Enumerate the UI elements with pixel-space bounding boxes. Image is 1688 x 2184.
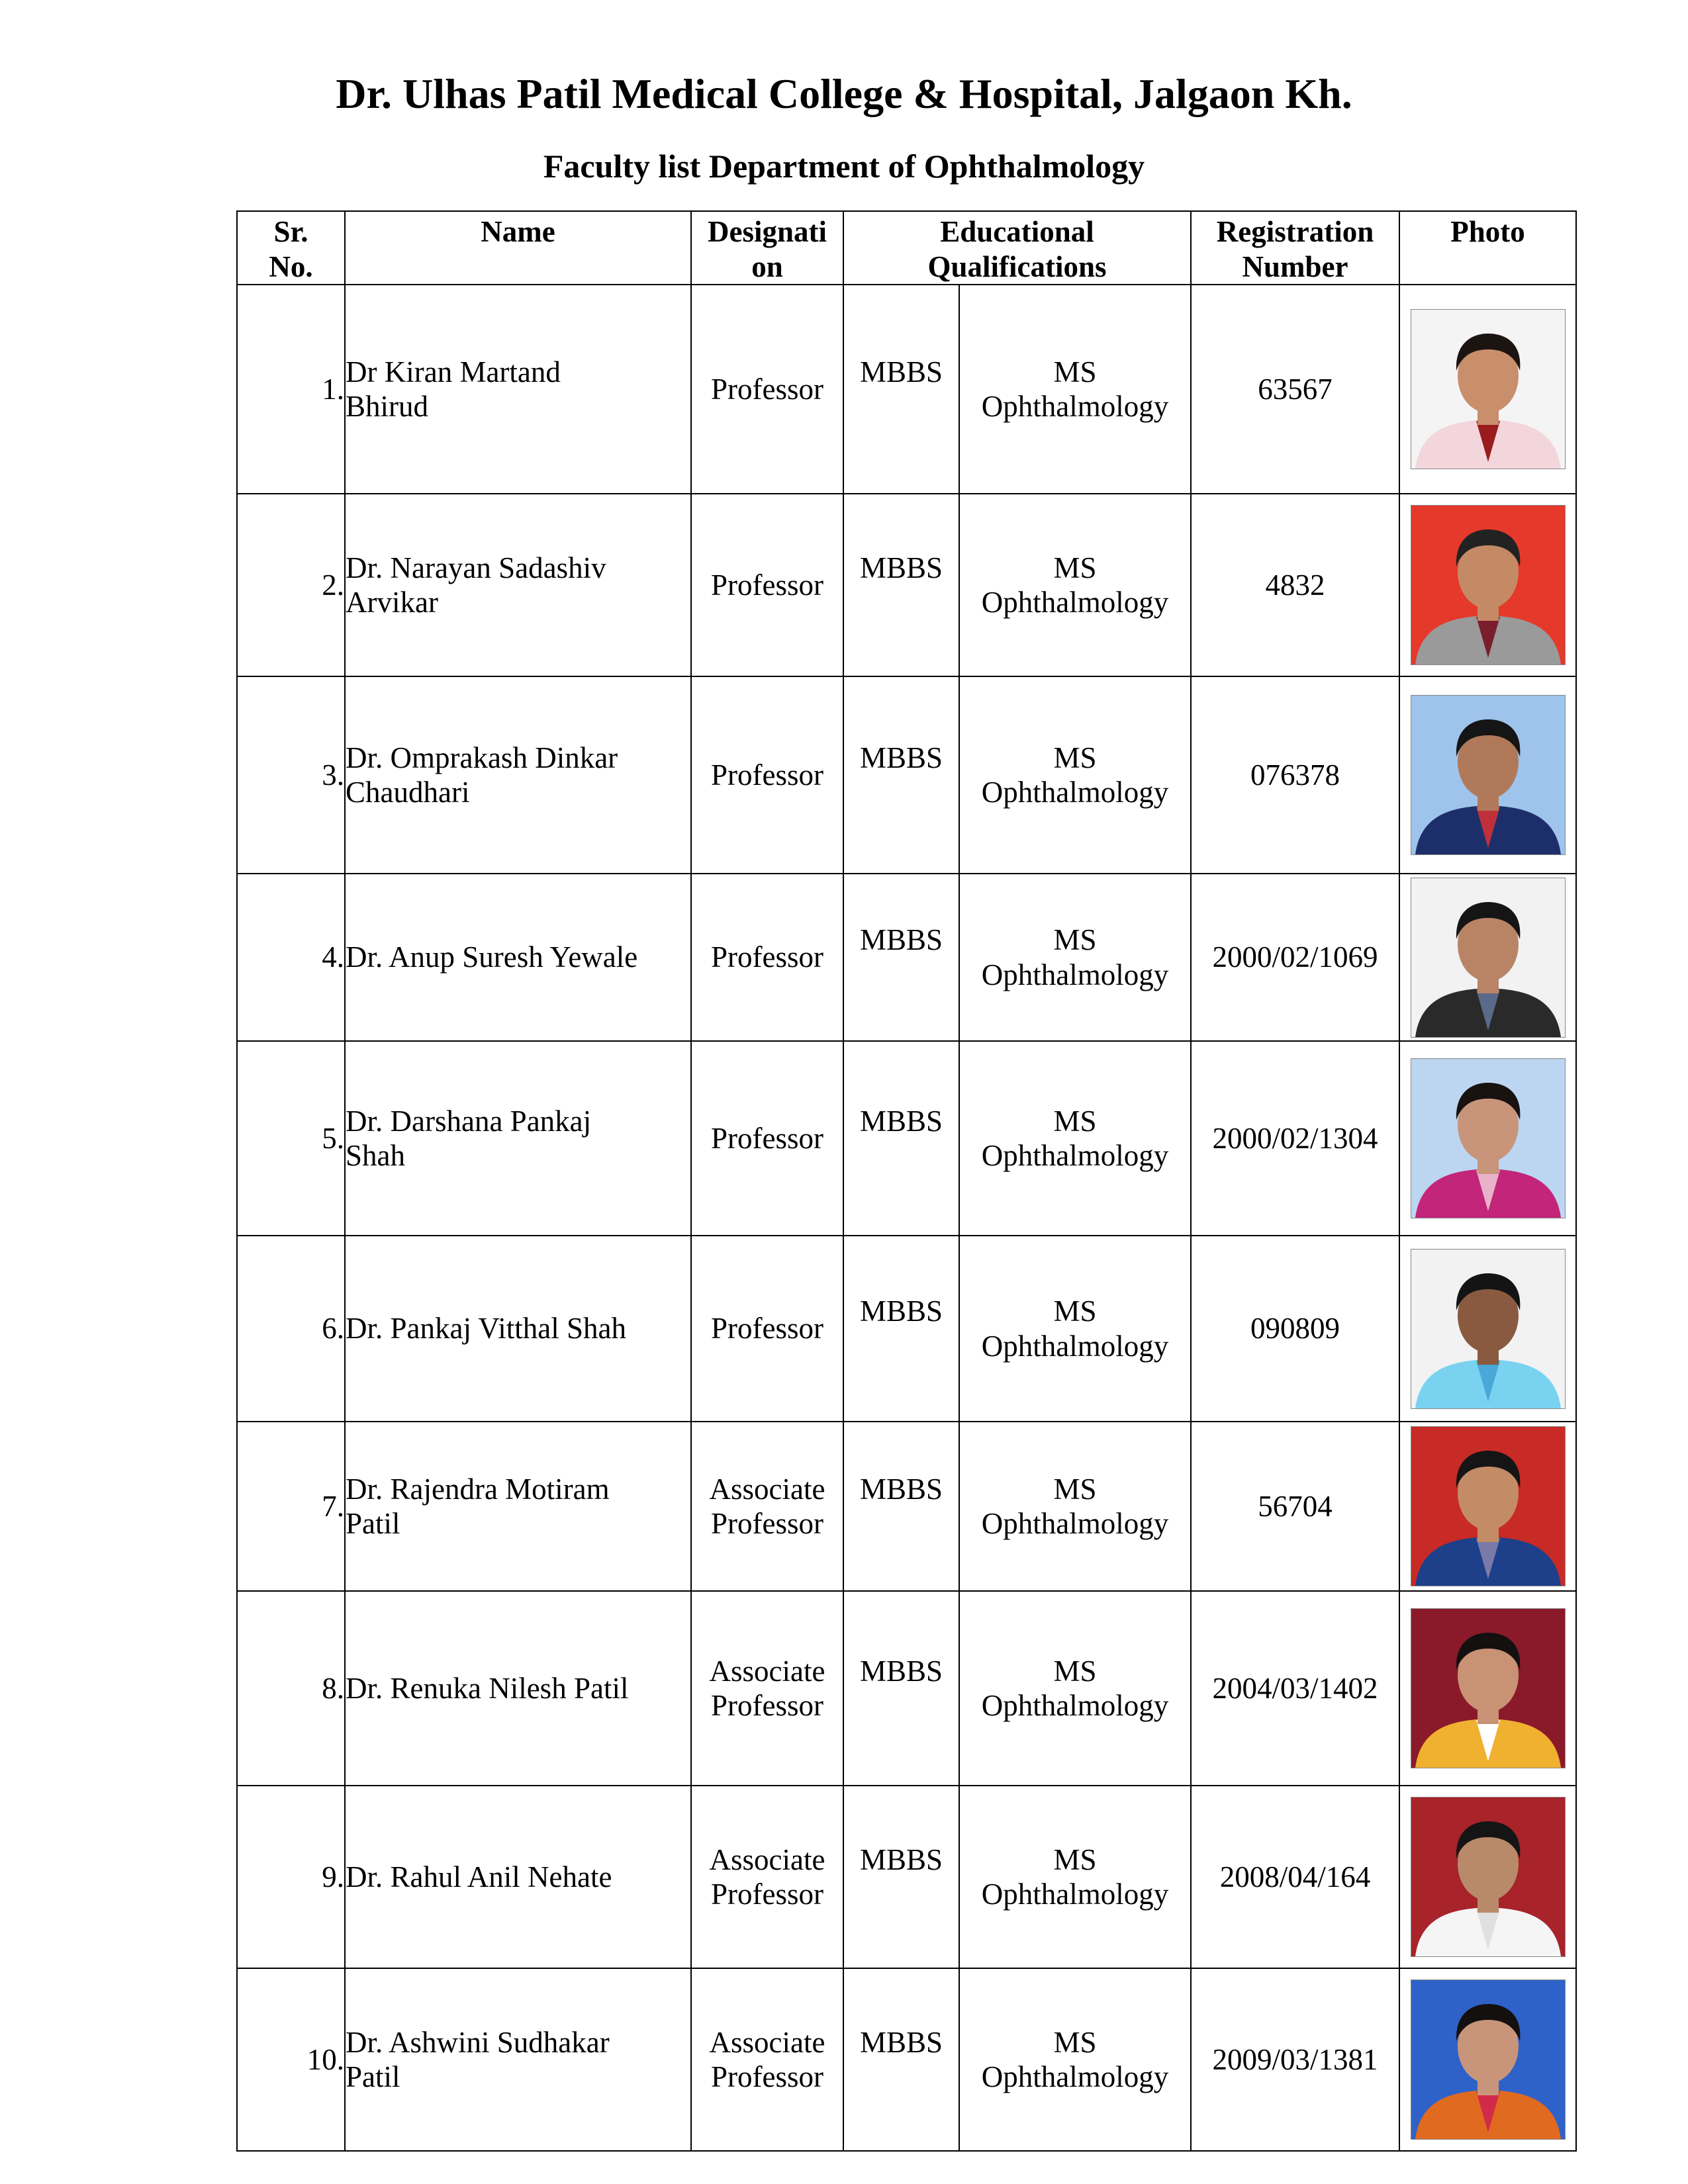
serial-number-cell bbox=[237, 1041, 345, 1236]
registration-number: 076378 bbox=[1250, 758, 1340, 792]
faculty-photo bbox=[1411, 505, 1566, 665]
qualification-ms: MS bbox=[1053, 1843, 1097, 1876]
registration-number-cell bbox=[1191, 1786, 1399, 1968]
qualification-ms-cell bbox=[959, 1041, 1191, 1236]
faculty-photo bbox=[1411, 1426, 1566, 1586]
col-header-designation-line2: on bbox=[751, 250, 783, 283]
table-header bbox=[237, 211, 1576, 285]
qualification-specialty: Ophthalmology bbox=[981, 1139, 1169, 1173]
photo-cell bbox=[1399, 285, 1576, 494]
page-title: Dr. Ulhas Patil Medical College & Hospital, Jalgaon Kh. bbox=[336, 70, 1352, 117]
registration-number-cell bbox=[1191, 1041, 1399, 1236]
photo-cell bbox=[1399, 1786, 1576, 1968]
faculty-photo bbox=[1411, 1979, 1566, 2140]
qualification-ms-cell bbox=[959, 285, 1191, 494]
faculty-name-line1: Dr. Ashwini Sudhakar bbox=[346, 2025, 610, 2059]
photo-cell bbox=[1399, 1968, 1576, 2151]
photo-cell bbox=[1399, 494, 1576, 676]
faculty-photo bbox=[1411, 878, 1566, 1038]
designation-cell bbox=[691, 1591, 843, 1786]
qualification-specialty: Ophthalmology bbox=[981, 390, 1169, 424]
col-header-photo-text: Photo bbox=[1450, 215, 1525, 248]
registration-number-cell bbox=[1191, 874, 1399, 1041]
photo-cell bbox=[1399, 1422, 1576, 1591]
faculty-name-line2: Bhirud bbox=[346, 390, 429, 424]
faculty-name-cell bbox=[345, 1968, 691, 2151]
qualification-ms-cell bbox=[959, 1236, 1191, 1422]
faculty-name-cell bbox=[345, 1041, 691, 1236]
faculty-name-cell bbox=[345, 1422, 691, 1591]
col-header-registration-line2: Number bbox=[1242, 250, 1348, 283]
table-row bbox=[237, 1786, 1576, 1968]
designation-cell bbox=[691, 1968, 843, 2151]
faculty-name-line1: Dr. Renuka Nilesh Patil bbox=[346, 1671, 629, 1705]
qualification-mbbs-cell bbox=[843, 1968, 959, 2151]
serial-number-cell bbox=[237, 1422, 345, 1591]
qualification-ms: MS bbox=[1053, 1104, 1097, 1138]
designation-cell bbox=[691, 1236, 843, 1422]
serial-number: 8. bbox=[322, 1671, 344, 1705]
qualification-mbbs: MBBS bbox=[859, 1295, 943, 1328]
serial-number: 10. bbox=[306, 2042, 344, 2076]
serial-number: 1. bbox=[322, 372, 344, 406]
serial-number-cell bbox=[237, 1591, 345, 1786]
designation-line2: Professor bbox=[711, 2060, 823, 2094]
portrait-image bbox=[1411, 506, 1565, 664]
designation-line2: Professor bbox=[711, 1878, 823, 1911]
serial-number: 6. bbox=[322, 1312, 344, 1345]
qualification-ms: MS bbox=[1053, 923, 1097, 957]
registration-number: 2000/02/1069 bbox=[1212, 940, 1378, 974]
faculty-photo bbox=[1411, 309, 1566, 469]
faculty-photo bbox=[1411, 695, 1566, 855]
registration-number: 2009/03/1381 bbox=[1212, 2042, 1378, 2076]
qualification-ms: MS bbox=[1053, 551, 1097, 584]
photo-cell bbox=[1399, 1591, 1576, 1786]
faculty-name-line2: Arvikar bbox=[346, 586, 438, 619]
faculty-photo bbox=[1411, 1608, 1566, 1768]
designation-cell bbox=[691, 285, 843, 494]
serial-number: 7. bbox=[322, 1489, 344, 1523]
faculty-name-line1: Dr. Narayan Sadashiv bbox=[346, 551, 606, 584]
designation-cell bbox=[691, 1041, 843, 1236]
qualification-specialty: Ophthalmology bbox=[981, 2060, 1169, 2094]
serial-number-cell bbox=[237, 1236, 345, 1422]
qualification-mbbs-cell bbox=[843, 1786, 959, 1968]
serial-number: 9. bbox=[322, 1860, 344, 1893]
portrait-image bbox=[1411, 1427, 1565, 1586]
qualification-mbbs-cell bbox=[843, 676, 959, 874]
designation-cell bbox=[691, 1786, 843, 1968]
faculty-name-line2: Chaudhari bbox=[346, 776, 470, 809]
designation-line2: Professor bbox=[711, 1507, 823, 1541]
faculty-name-line1: Dr. Omprakash Dinkar bbox=[346, 741, 618, 774]
qualification-ms: MS bbox=[1053, 741, 1097, 774]
faculty-table bbox=[236, 210, 1577, 2152]
registration-number-cell bbox=[1191, 1422, 1399, 1591]
faculty-photo bbox=[1411, 1797, 1566, 1957]
col-header-qualifications-line2: Qualifications bbox=[927, 250, 1107, 283]
designation-line1: Associate bbox=[709, 2025, 825, 2059]
qualification-specialty: Ophthalmology bbox=[981, 1689, 1169, 1723]
faculty-name-line1: Dr. Darshana Pankaj bbox=[346, 1104, 592, 1138]
serial-number-cell bbox=[237, 494, 345, 676]
designation-line1: Professor bbox=[711, 568, 823, 602]
col-header-name-text: Name bbox=[481, 215, 555, 248]
faculty-name-cell bbox=[345, 1591, 691, 1786]
col-header-designation bbox=[691, 211, 843, 285]
qualification-ms-cell bbox=[959, 1422, 1191, 1591]
qualification-specialty: Ophthalmology bbox=[981, 1878, 1169, 1911]
designation-line1: Professor bbox=[711, 372, 823, 406]
col-header-registration bbox=[1191, 211, 1399, 285]
designation-line1: Professor bbox=[711, 758, 823, 792]
qualification-ms-cell bbox=[959, 874, 1191, 1041]
qualification-mbbs-cell bbox=[843, 1422, 959, 1591]
serial-number-cell bbox=[237, 1786, 345, 1968]
designation-line1: Associate bbox=[709, 1843, 825, 1876]
table-row bbox=[237, 285, 1576, 494]
col-header-designation-line1: Designati bbox=[708, 215, 827, 248]
qualification-mbbs: MBBS bbox=[859, 741, 943, 774]
qualification-ms-cell bbox=[959, 494, 1191, 676]
qualification-mbbs-cell bbox=[843, 1591, 959, 1786]
photo-cell bbox=[1399, 1236, 1576, 1422]
faculty-photo bbox=[1411, 1249, 1566, 1409]
faculty-name-line2: Patil bbox=[346, 2060, 400, 2094]
designation-line1: Associate bbox=[709, 1654, 825, 1688]
registration-number: 56704 bbox=[1258, 1489, 1333, 1523]
registration-number-cell bbox=[1191, 1236, 1399, 1422]
qualification-mbbs: MBBS bbox=[859, 1654, 943, 1688]
faculty-photo bbox=[1411, 1058, 1566, 1218]
portrait-image bbox=[1411, 1797, 1565, 1956]
qualification-ms: MS bbox=[1053, 355, 1097, 388]
col-header-sr-line2: No. bbox=[269, 250, 313, 283]
table-row bbox=[237, 1041, 1576, 1236]
qualification-ms-cell bbox=[959, 1591, 1191, 1786]
table-row bbox=[237, 676, 1576, 874]
table-row bbox=[237, 1236, 1576, 1422]
designation-line2: Professor bbox=[711, 1689, 823, 1723]
col-header-qualifications bbox=[843, 211, 1191, 285]
registration-number-cell bbox=[1191, 285, 1399, 494]
header-row bbox=[237, 211, 1576, 285]
qualification-specialty: Ophthalmology bbox=[981, 586, 1169, 619]
faculty-name-line1: Dr. Anup Suresh Yewale bbox=[346, 940, 638, 974]
faculty-name-line1: Dr. Pankaj Vitthal Shah bbox=[346, 1312, 626, 1345]
qualification-mbbs-cell bbox=[843, 1236, 959, 1422]
qualification-mbbs-cell bbox=[843, 874, 959, 1041]
qualification-ms-cell bbox=[959, 676, 1191, 874]
qualification-ms: MS bbox=[1053, 1654, 1097, 1688]
faculty-name-cell bbox=[345, 285, 691, 494]
col-header-sr bbox=[237, 211, 345, 285]
col-header-registration-line1: Registration bbox=[1216, 215, 1374, 248]
col-header-photo bbox=[1399, 211, 1576, 285]
serial-number-cell bbox=[237, 676, 345, 874]
qualification-mbbs: MBBS bbox=[859, 1472, 943, 1506]
portrait-image bbox=[1411, 878, 1565, 1037]
serial-number: 3. bbox=[322, 758, 344, 792]
serial-number-cell bbox=[237, 1968, 345, 2151]
faculty-name-cell bbox=[345, 874, 691, 1041]
faculty-name-line1: Dr. Rahul Anil Nehate bbox=[346, 1860, 612, 1893]
faculty-name-cell bbox=[345, 676, 691, 874]
designation-line1: Professor bbox=[711, 1312, 823, 1345]
qualification-mbbs-cell bbox=[843, 494, 959, 676]
qualification-ms: MS bbox=[1053, 2025, 1097, 2059]
registration-number: 63567 bbox=[1258, 372, 1333, 406]
registration-number-cell bbox=[1191, 676, 1399, 874]
serial-number: 2. bbox=[322, 568, 344, 602]
portrait-image bbox=[1411, 696, 1565, 854]
portrait-image bbox=[1411, 310, 1565, 469]
faculty-name-line1: Dr Kiran Martand bbox=[346, 355, 561, 388]
photo-cell bbox=[1399, 1041, 1576, 1236]
photo-cell bbox=[1399, 874, 1576, 1041]
col-header-qualifications-line1: Educational bbox=[940, 215, 1094, 248]
table-row bbox=[237, 494, 1576, 676]
qualification-mbbs: MBBS bbox=[859, 355, 943, 388]
faculty-name-line2: Patil bbox=[346, 1507, 400, 1541]
table-body bbox=[237, 285, 1576, 2151]
faculty-name-cell bbox=[345, 1786, 691, 1968]
faculty-name-line2: Shah bbox=[346, 1139, 405, 1173]
photo-cell bbox=[1399, 676, 1576, 874]
qualification-mbbs: MBBS bbox=[859, 2025, 943, 2059]
table-row bbox=[237, 1968, 1576, 2151]
qualification-ms-cell bbox=[959, 1968, 1191, 2151]
table-row bbox=[237, 1591, 1576, 1786]
serial-number: 4. bbox=[322, 940, 344, 974]
page-subtitle: Faculty list Department of Ophthalmology bbox=[543, 148, 1145, 185]
registration-number: 090809 bbox=[1250, 1312, 1340, 1345]
qualification-mbbs: MBBS bbox=[859, 923, 943, 957]
qualification-specialty: Ophthalmology bbox=[981, 1507, 1169, 1541]
designation-cell bbox=[691, 494, 843, 676]
serial-number-cell bbox=[237, 285, 345, 494]
qualification-specialty: Ophthalmology bbox=[981, 958, 1169, 991]
faculty-name-cell bbox=[345, 1236, 691, 1422]
registration-number-cell bbox=[1191, 494, 1399, 676]
table-row bbox=[237, 874, 1576, 1041]
table-row bbox=[237, 1422, 1576, 1591]
designation-line1: Professor bbox=[711, 1121, 823, 1155]
col-header-name bbox=[345, 211, 691, 285]
qualification-mbbs: MBBS bbox=[859, 1843, 943, 1876]
qualification-ms: MS bbox=[1053, 1472, 1097, 1506]
portrait-image bbox=[1411, 1059, 1565, 1218]
col-header-sr-line1: Sr. bbox=[273, 215, 308, 248]
qualification-specialty: Ophthalmology bbox=[981, 1329, 1169, 1363]
registration-number: 2008/04/164 bbox=[1219, 1860, 1371, 1893]
serial-number: 5. bbox=[322, 1121, 344, 1155]
qualification-ms: MS bbox=[1053, 1295, 1097, 1328]
qualification-mbbs: MBBS bbox=[859, 551, 943, 584]
designation-cell bbox=[691, 874, 843, 1041]
registration-number: 4832 bbox=[1265, 568, 1325, 602]
designation-line1: Associate bbox=[709, 1472, 825, 1506]
qualification-mbbs-cell bbox=[843, 285, 959, 494]
portrait-image bbox=[1411, 1609, 1565, 1768]
registration-number: 2000/02/1304 bbox=[1212, 1121, 1378, 1155]
portrait-image bbox=[1411, 1980, 1565, 2139]
registration-number-cell bbox=[1191, 1591, 1399, 1786]
faculty-name-cell bbox=[345, 494, 691, 676]
designation-line1: Professor bbox=[711, 940, 823, 974]
serial-number-cell bbox=[237, 874, 345, 1041]
qualification-mbbs-cell bbox=[843, 1041, 959, 1236]
portrait-image bbox=[1411, 1250, 1565, 1408]
designation-cell bbox=[691, 1422, 843, 1591]
qualification-ms-cell bbox=[959, 1786, 1191, 1968]
registration-number: 2004/03/1402 bbox=[1212, 1671, 1378, 1705]
qualification-mbbs: MBBS bbox=[859, 1104, 943, 1138]
designation-cell bbox=[691, 676, 843, 874]
faculty-name-line1: Dr. Rajendra Motiram bbox=[346, 1472, 610, 1506]
registration-number-cell bbox=[1191, 1968, 1399, 2151]
qualification-specialty: Ophthalmology bbox=[981, 776, 1169, 809]
